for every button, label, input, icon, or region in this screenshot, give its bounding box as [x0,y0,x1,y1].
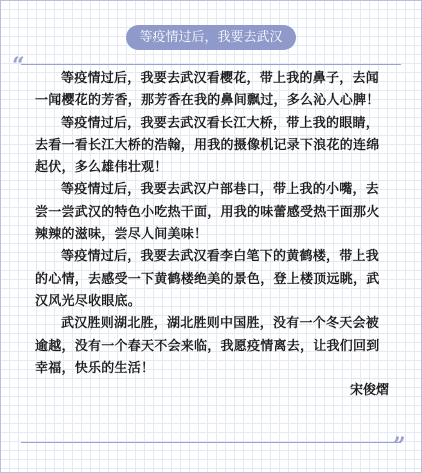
page-title: 等疫情过后，我要去武汉 [126,25,296,50]
article-body [35,68,392,402]
top-divider [21,64,401,65]
paragraph-hubu-alley: 等疫情过后，我要去武汉户部巷口，带上我的小嘴，去尝一尝武汉的特色小吃热干面，用我的味蕾感受热干面那火辣辣的滋味，尝尽人间美味！ [35,182,380,243]
author-signature: 宋俊熠 [349,383,389,399]
paragraph-closing: 武汉胜则湖北胜，湖北胜则中国胜，没有一个冬天会被逾越，没有一个春天不会来临，我愿疫情离去，让我们回到幸福，快乐的生活！ [35,316,380,376]
open-quote-mark: “ [12,53,25,79]
paragraph-yellow-crane-tower: 等疫情过后，我要去武汉看李白笔下的黄鹤楼，带上我的心情，去感受一下黄鹤楼绝美的景色，登上楼顶远眺，武汉风光尽收眼底。 [35,249,380,309]
close-quote-mark: ” [393,433,406,459]
bottom-divider [21,442,401,443]
paragraph-yangtze-bridge: 等疫情过后，我要去武汉看长江大桥，带上我的眼睛，去看一看长江大桥的浩翰，用我的摄像机记录下浪花的连绵起伏，多么雄伟壮观！ [35,115,380,176]
paragraph-cherry-blossoms: 等疫情过后，我要去武汉看樱花，带上我的鼻子，去闻一闻樱花的芳香，那芳香在我的鼻间飘过，多么沁人心脾！ [35,71,380,109]
